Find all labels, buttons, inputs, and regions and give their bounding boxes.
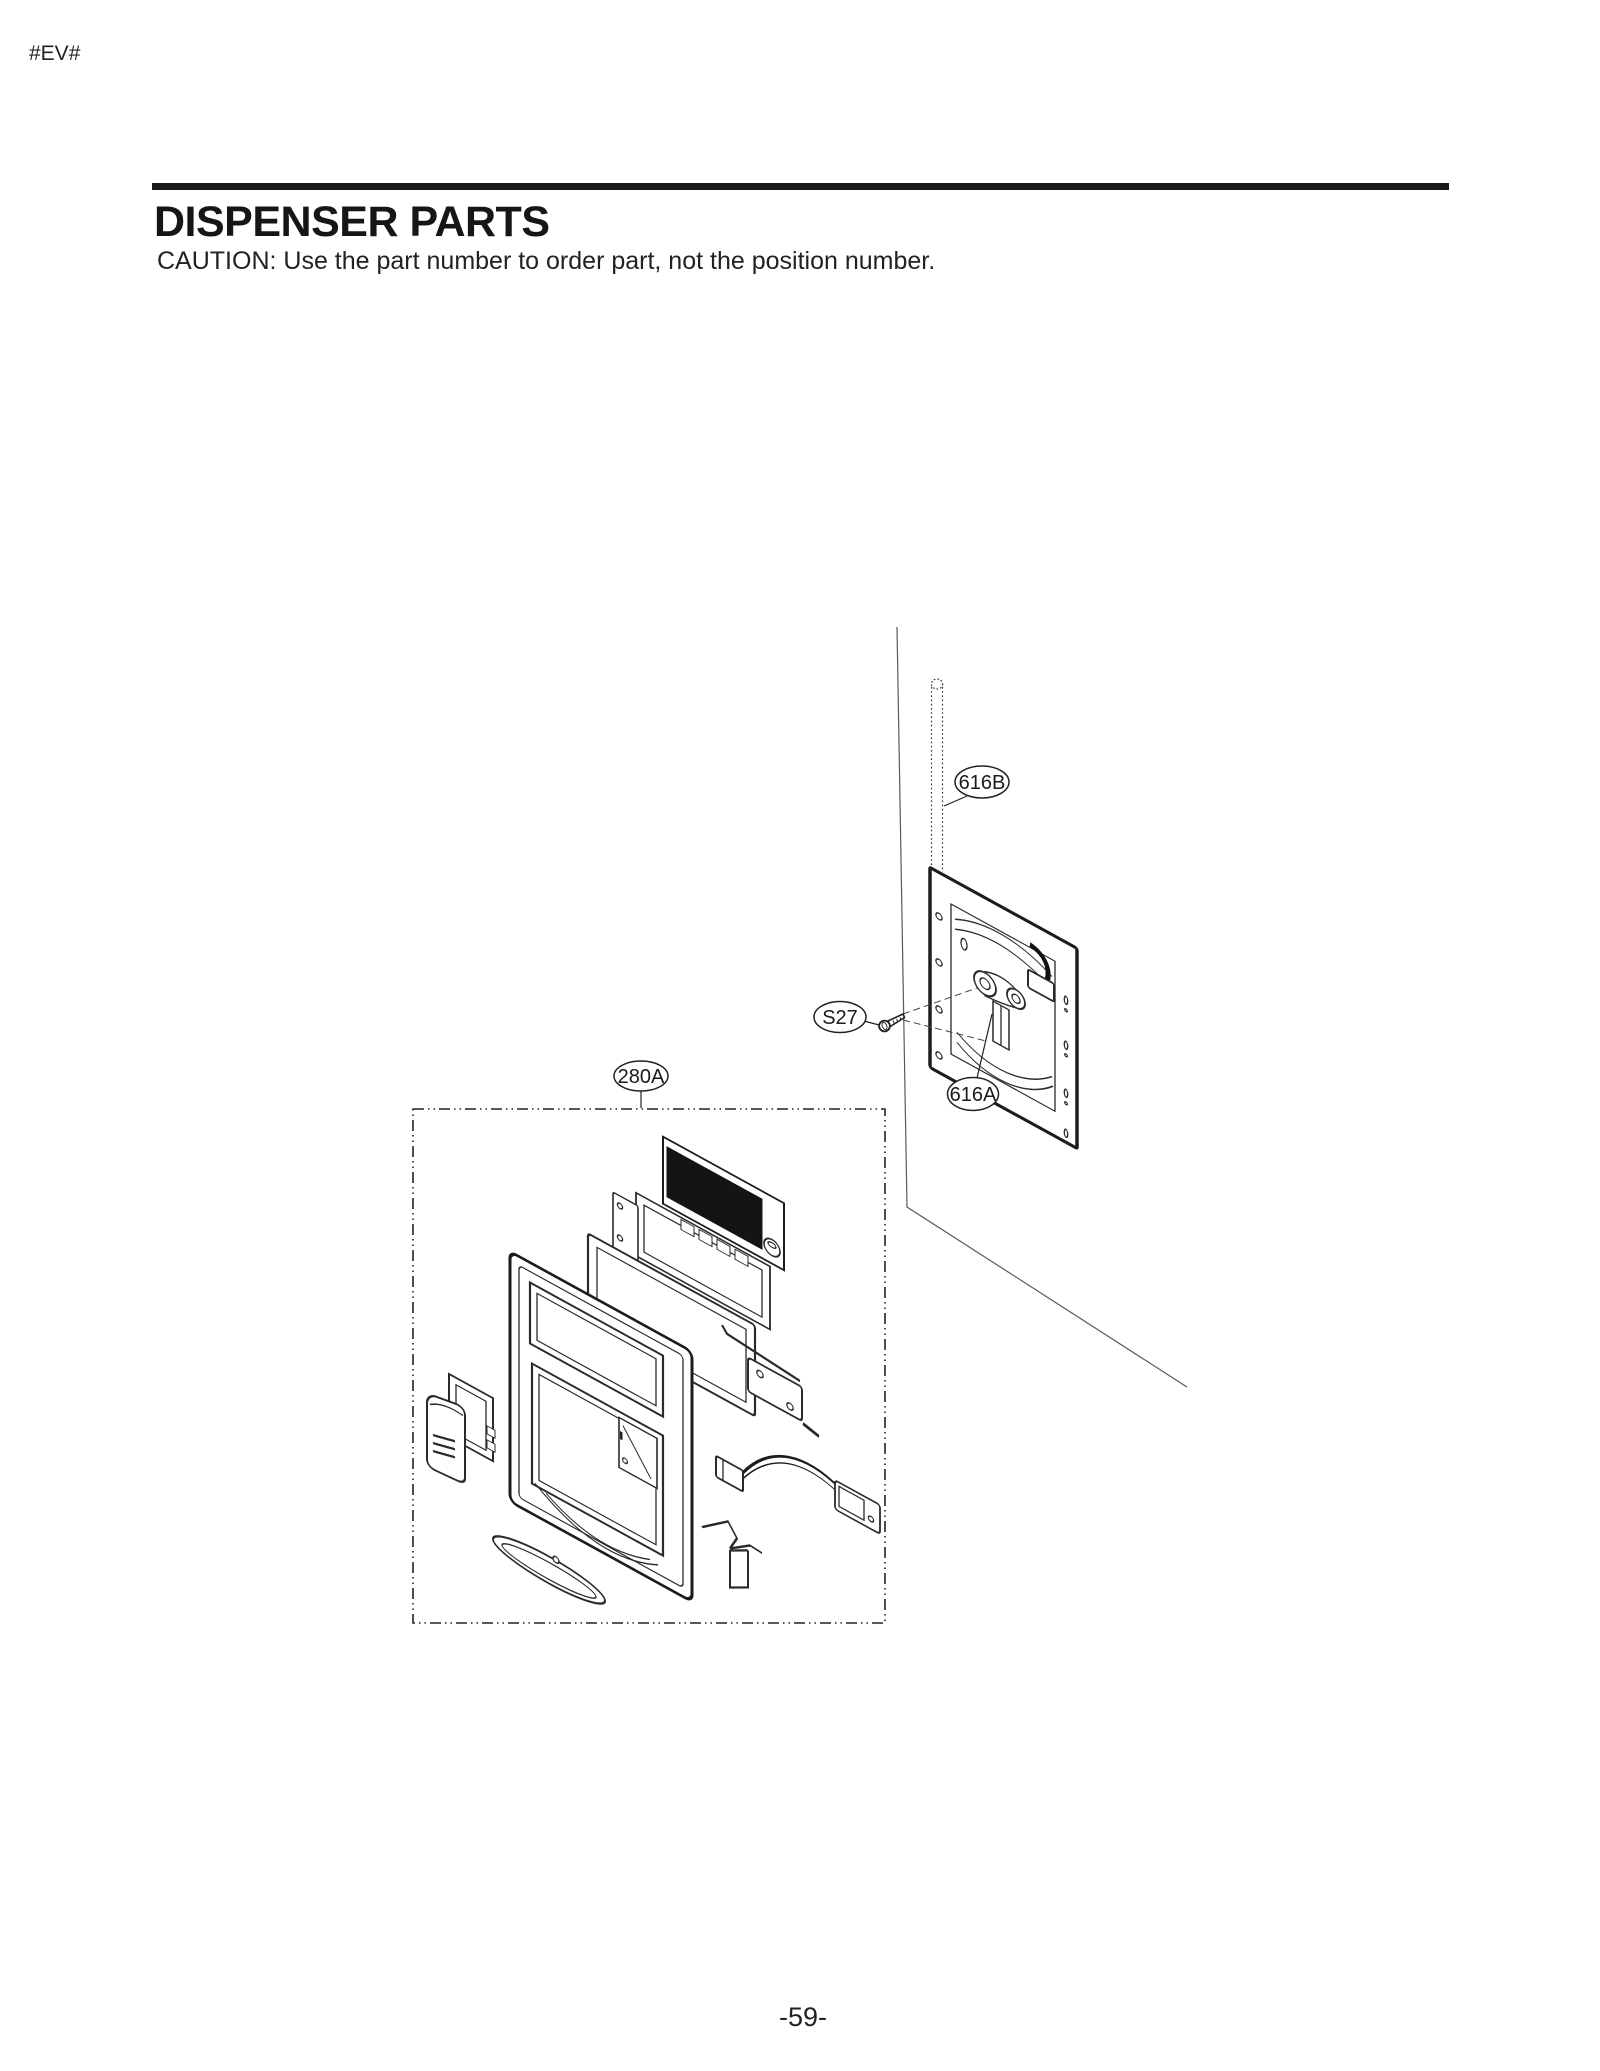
callout-280a <box>614 1061 668 1108</box>
callout-280a-label: 280A <box>617 1066 665 1088</box>
callout-616b-label: 616B <box>958 772 1006 794</box>
callout-s27 <box>814 1002 879 1033</box>
callout-s27-label: S27 <box>822 1007 858 1029</box>
funnel-panel-616a <box>930 867 1077 1149</box>
page-number: -59- <box>778 2002 827 2032</box>
dispenser-paddle <box>427 1362 495 1503</box>
wire-harness <box>716 1413 880 1567</box>
callout-616a-label: 616A <box>949 1084 997 1106</box>
page-title: DISPENSER PARTS <box>154 198 550 246</box>
header-code: #EV# <box>29 42 81 65</box>
bracket-clip <box>702 1507 762 1605</box>
callout-616b <box>944 766 1009 806</box>
caution-text: CAUTION: Use the part number to order part, not the position number. <box>157 247 936 275</box>
water-tube <box>931 679 942 872</box>
